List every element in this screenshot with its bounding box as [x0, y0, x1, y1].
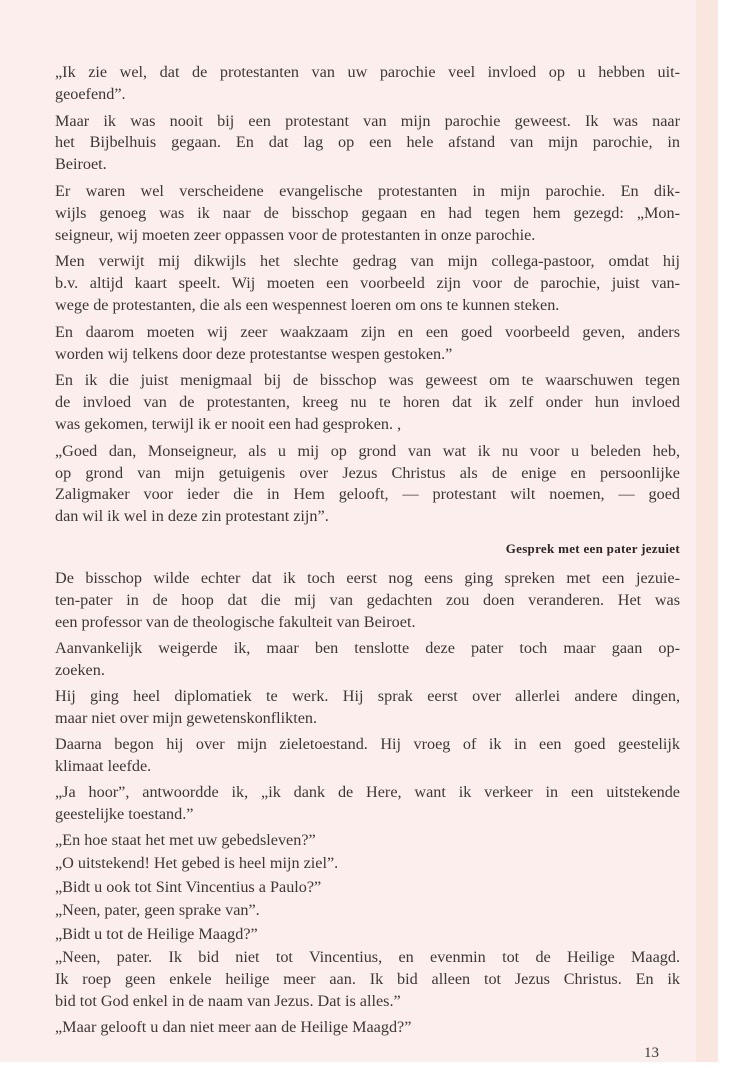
- text-line: „Ja hoor”, antwoordde ik, „ik dank de Here, want ik verkeer in een uitstekende: [55, 783, 680, 802]
- text-line: wege de protestanten, die als een wespennest loeren om ons te kunnen steken.: [55, 296, 560, 314]
- text-line: dan wil ik wel in deze zin protestant zijn”.: [55, 507, 329, 526]
- text-line: Daarna begon hij over mijn zieletoestand. Hij vroeg of ik in een goed geestelijk: [55, 735, 680, 754]
- text-line: het Bijbelhuis gegaan. En dat lag op een hele afstand van mijn parochie, in: [55, 133, 680, 152]
- text-line: geoefend”.: [55, 84, 126, 103]
- text-line: „Ik zie wel, dat de protestanten van uw parochie veel invloed op u hebben uit-: [55, 63, 680, 81]
- text-line: „Neen, pater. Ik bid niet tot Vincentius, en evenmin tot de Heilige Maagd.: [55, 948, 680, 967]
- text-line: zoeken.: [55, 660, 105, 679]
- text-line: Maar ik was nooit bij een protestant van mijn parochie geweest. Ik was naar: [55, 111, 680, 130]
- text-line: En ik die juist menigmaal bij de bisschop was geweest om te waarschuwen tegen: [55, 371, 680, 390]
- text-line: „En hoe staat het met uw gebedsleven?”: [55, 831, 316, 850]
- text-line: En daarom moeten wij zeer waakzaam zijn en een goed voorbeeld geven, anders: [55, 322, 680, 341]
- text-line: „Neen, pater, geen sprake van”.: [55, 900, 260, 919]
- text-line: Ik roep geen enkele heilige meer aan. Ik bid alleen tot Jezus Christus. En ik: [55, 970, 680, 989]
- text-line: Zaligmaker voor ieder die in Hem gelooft, — protestant wilt noemen, — goed: [55, 485, 680, 504]
- text-line: „Goed dan, Monseigneur, als u mij op grond van wat ik nu voor u beleden heb,: [55, 441, 680, 460]
- text-line: „Bidt u ook tot Sint Vincentius a Paulo?”: [55, 877, 322, 896]
- text-line: maar niet over mijn gewetenskonflikten.: [55, 708, 318, 727]
- text-line: wijls genoeg was ik naar de bisschop gegaan en had tegen hem gezegd: „Mon-: [55, 203, 680, 222]
- text-line: de invloed van de protestanten, kreeg nu te horen dat ik zelf onder hun invloed: [55, 393, 680, 412]
- text-line: „Bidt u tot de Heilige Maagd?”: [55, 924, 258, 943]
- text-line: „Maar gelooft u dan niet meer aan de Heilige Maagd?”: [55, 1018, 412, 1037]
- text-line: op grond van mijn getuigenis over Jezus Christus als de enige en persoonlijke: [55, 463, 680, 482]
- text-line: Er waren wel verscheidene evangelische protestanten in mijn parochie. En dik-: [55, 182, 680, 200]
- text-line: klimaat leefde.: [55, 756, 152, 775]
- text-line: ten-pater in de hoop dat die mij van gedachten zou doen veranderen. Het was: [55, 590, 680, 609]
- text-line: geestelijke toestand.”: [55, 805, 194, 823]
- text-line: was gekomen, terwijl ik er nooit een had gesproken. ,: [55, 415, 402, 433]
- text-line: seigneur, wij moeten zeer oppassen voor de protestanten in onze parochie.: [55, 225, 536, 244]
- text-line: Aanvankelijk weigerde ik, maar ben tenslotte deze pater toch maar gaan op-: [55, 638, 680, 657]
- text-line: Beiroet.: [55, 155, 107, 174]
- section-heading: Gesprek met een pater jezuiet: [505, 541, 680, 556]
- text-line: „O uitstekend! Het gebed is heel mijn ziel”.: [55, 854, 339, 873]
- text-line: Hij ging heel diplomatiek te werk. Hij sprak eerst over allerlei andere dingen,: [55, 687, 680, 705]
- text-line: De bisschop wilde echter dat ik toch eerst nog eens ging spreken met een jezuie-: [55, 569, 680, 587]
- page-number: 13: [644, 1045, 659, 1061]
- text-line: worden wij telkens door deze protestantse wespen gestoken.”: [55, 344, 453, 363]
- text-line: een professor van de theologische fakulteit van Beiroet.: [55, 612, 416, 631]
- text-line: bid tot God enkel in de naam van Jezus. Dat is alles.”: [55, 991, 401, 1010]
- text-line: Men verwijt mij dikwijls het slechte gedrag van mijn collega-pastoor, omdat hij: [55, 252, 680, 271]
- text-line: b.v. altijd kaart speelt. Wij moeten een voorbeeld zijn voor de parochie, juist van-: [55, 274, 680, 293]
